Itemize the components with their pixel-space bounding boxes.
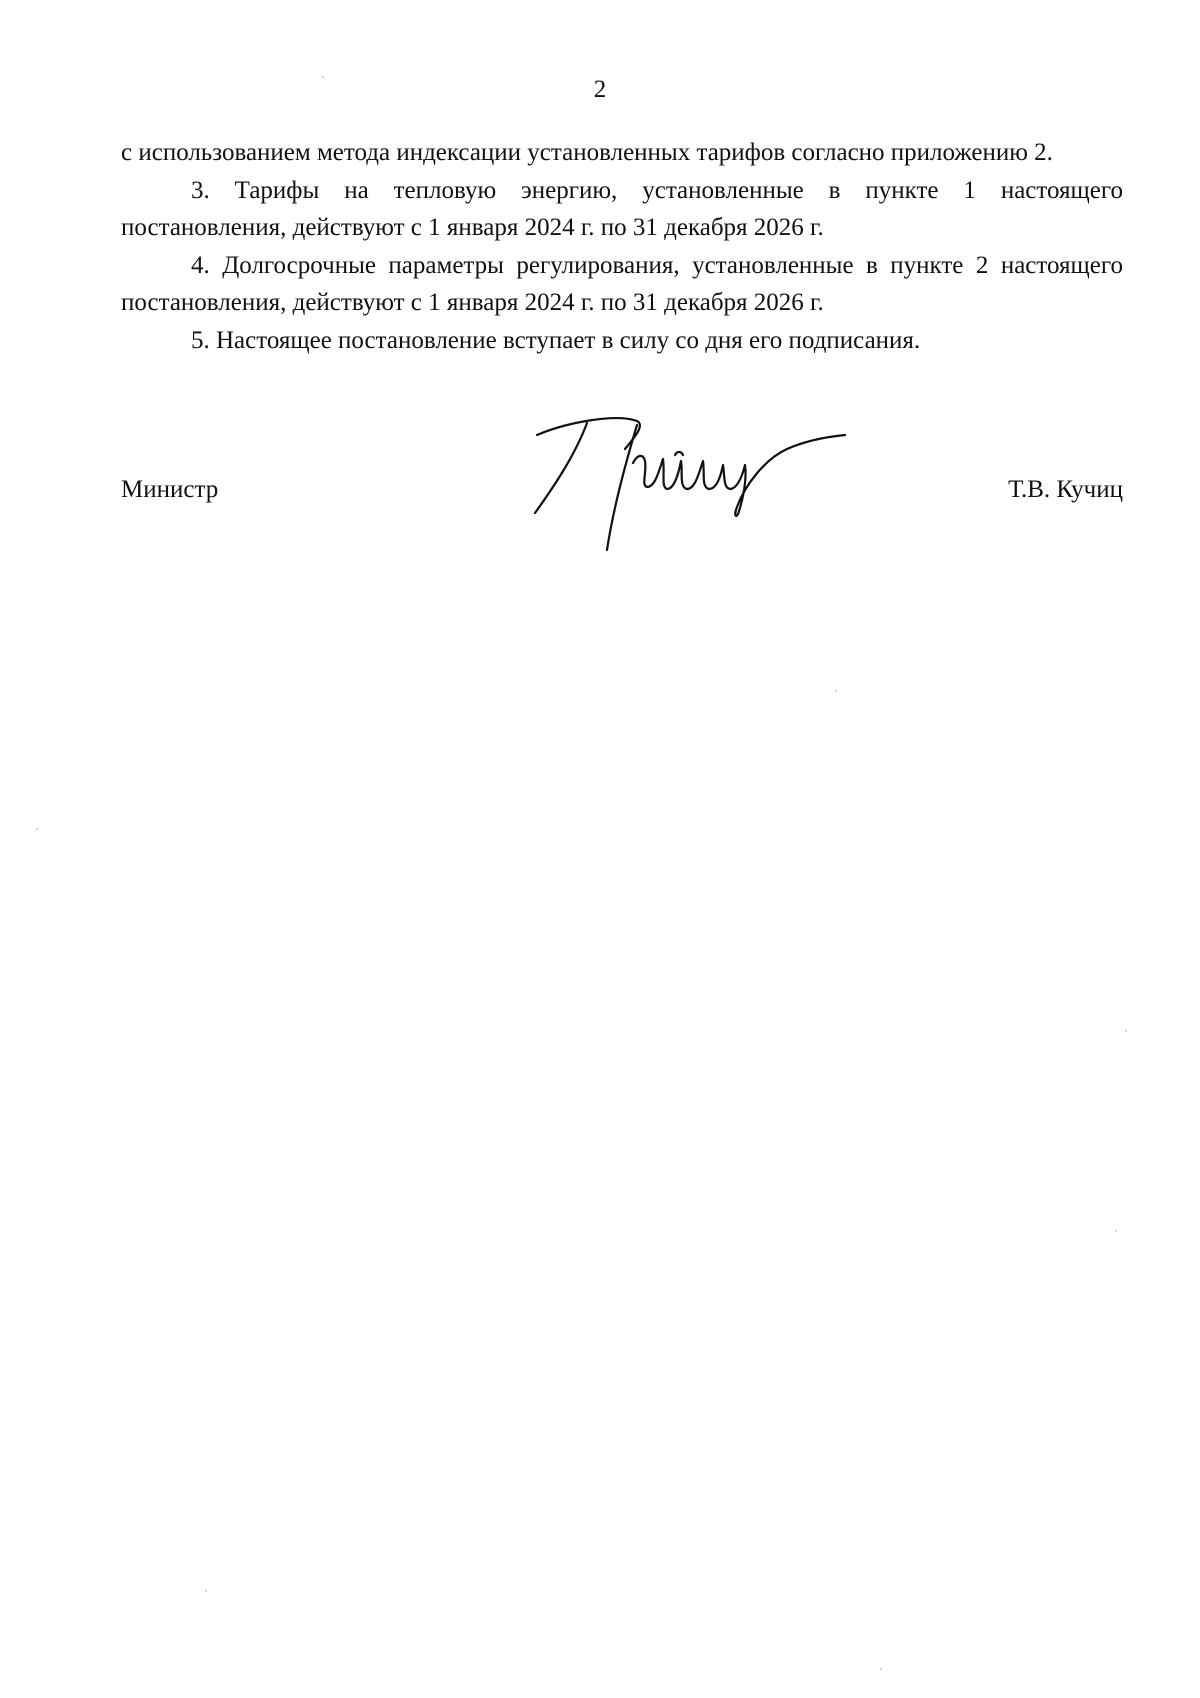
document-body xyxy=(121,134,1123,359)
scan-speck xyxy=(322,76,324,78)
page-number: 2 xyxy=(593,76,607,103)
scan-speck xyxy=(880,1668,882,1670)
paragraph-item-3: 3. Тарифы на тепловую энергию, установленные в пункте 1 настоящего постановления, действуют с 1 января 2024 г. по 31 декабря 2026 г. xyxy=(121,176,1123,241)
scan-speck xyxy=(835,690,837,692)
handwritten-signature xyxy=(525,415,855,565)
paragraph-continuation: с использованием метода индексации установленных тарифов согласно приложению 2. xyxy=(121,139,1053,166)
paragraph-item-5: 5. Настоящее постановление вступает в силу со дня его подписания. xyxy=(191,326,921,354)
scan-speck xyxy=(1125,1030,1127,1032)
signature-drawing xyxy=(525,415,855,565)
signatory-name: Т.В. Кучиц xyxy=(1008,476,1123,503)
scan-speck xyxy=(1115,1230,1117,1232)
signatory-position: Министр xyxy=(121,476,219,503)
scan-speck xyxy=(36,828,38,830)
scan-speck xyxy=(205,1590,207,1592)
paragraph-item-4: 4. Долгосрочные параметры регулирования, установленные в пункте 2 настоящего постановления, действуют с 1 января 2024 г. по 31 декабря 2026 г. xyxy=(121,251,1123,316)
